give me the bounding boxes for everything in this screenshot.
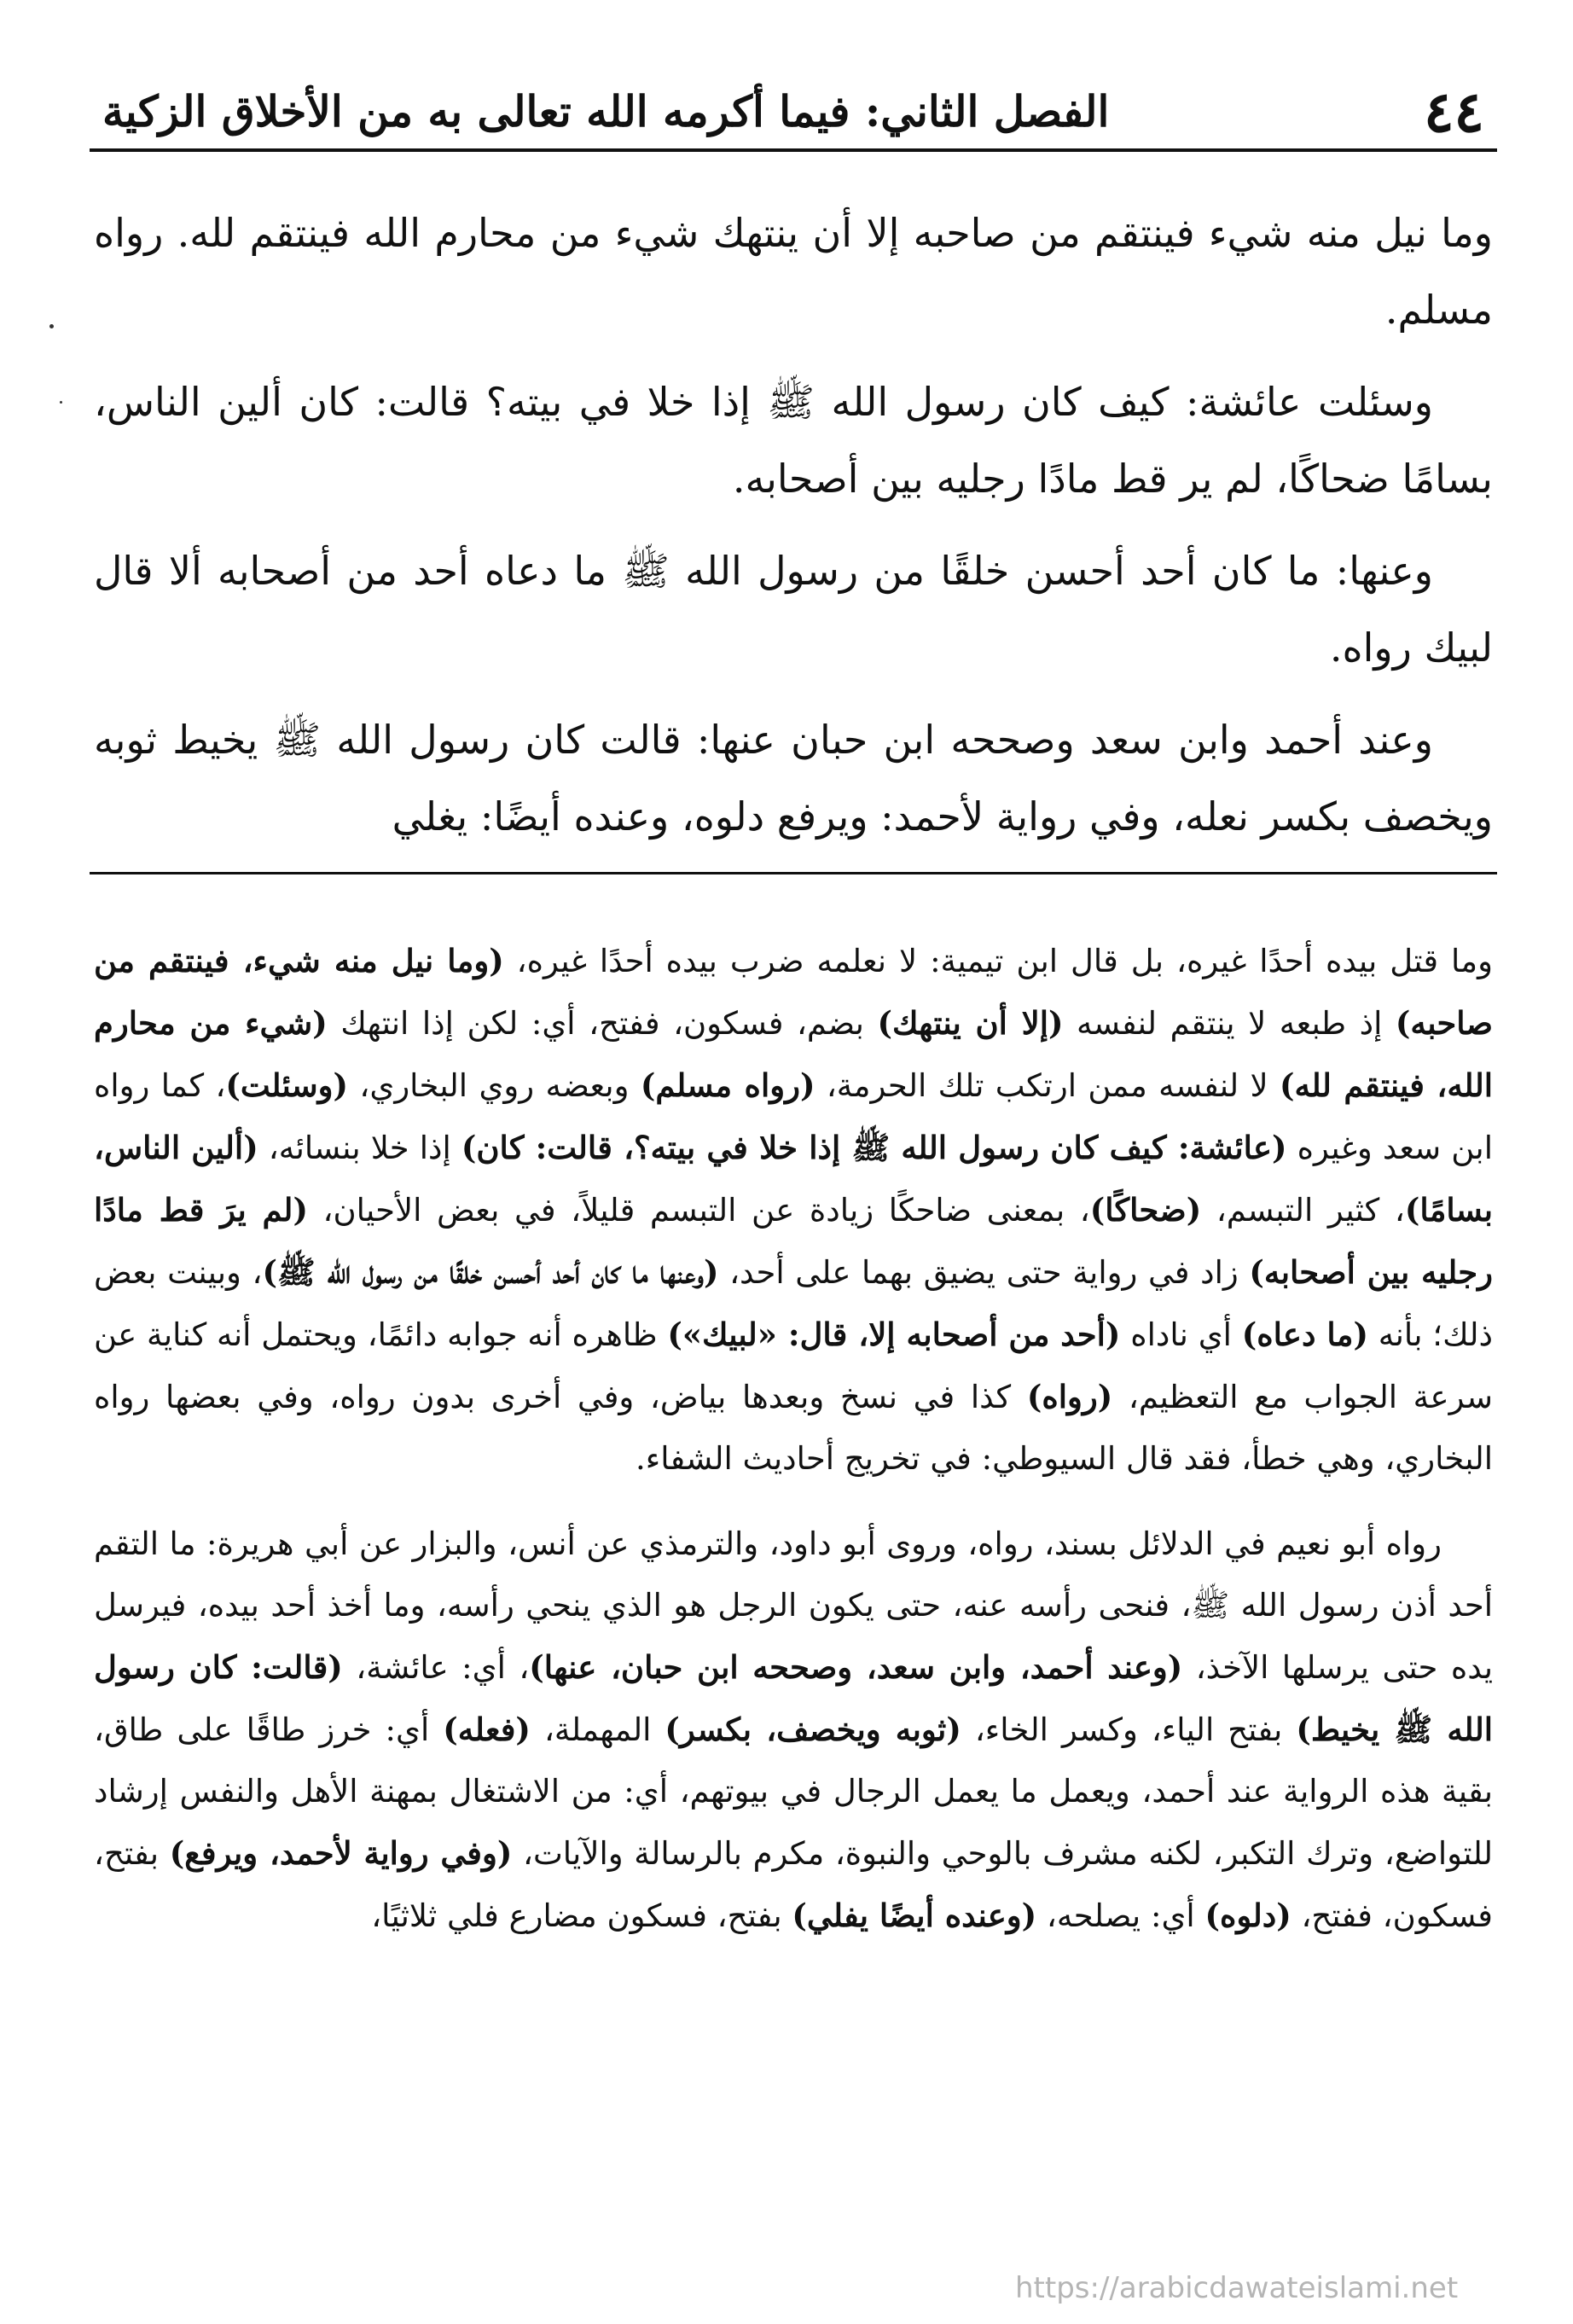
- commentary-text: [94, 930, 1493, 2227]
- commentary-segment: بفتح، فسكون مضارع فلي ثلاثيًا،: [371, 1897, 792, 1934]
- commentary-segment: ، كثير التبسم،: [1201, 1192, 1405, 1229]
- commentary-segment: بفتح، فسكون، ففتح،: [94, 1835, 1493, 1934]
- quoted-text: (فعله): [443, 1711, 531, 1748]
- commentary-segment: بفتح الياء، وكسر الخاء،: [961, 1711, 1297, 1748]
- quoted-text: (دلوه): [1204, 1897, 1291, 1934]
- quoted-text: (ضحاكًا): [1089, 1191, 1202, 1229]
- header-rule: [90, 148, 1497, 152]
- scan-speck: [49, 324, 54, 328]
- running-title: الفصل الثاني: فيما أكرمه الله تعالى به من الأخلاق الزكية: [102, 86, 1110, 137]
- page-header: [102, 78, 1484, 145]
- quoted-text: (وعند أحمد، وابن سعد، وصححه ابن حبان، عنها): [529, 1648, 1183, 1686]
- commentary-segment: أي ناداه: [1120, 1316, 1242, 1353]
- quoted-text: (أحد من أصحابه إلا، قال: «لبيك»): [667, 1316, 1121, 1353]
- commentary-segment: زاد في رواية حتى يضيق بهما على أحد،: [718, 1254, 1250, 1291]
- commentary-segment: رواه أبو نعيم في الدلائل بسند، رواه، وروى أبو داود، والترمذي عن أنس، والبزار عن أبي هريرة: ما التقم أحد أذن رسول الله ﷺ، فنحى رأسه عنه، حتى يكون الرجل هو الذي ينحي رأسه، وما أخذ أحد بيده، فيرسل يده حتى يرسلها الآخذ،: [94, 1525, 1493, 1686]
- commentary-segment: ، كما رواه ابن سعد وغيره: [94, 1067, 1493, 1166]
- quoted-text: (لم يرَ قط مادًا رجليه بين أصحابه): [94, 1191, 1493, 1291]
- commentary-segment: ظاهره أنه جوابه دائمًا، ويحتمل أنه كناية عن سرعة الجواب مع التعظيم،: [94, 1316, 1493, 1415]
- page-number: ٤٤: [1424, 78, 1484, 145]
- commentary-segment: ، أي: عائشة،: [342, 1649, 530, 1686]
- quoted-text: (ثوبه ويخصف، بكسر): [665, 1711, 961, 1748]
- quoted-text: (وفي رواية لأحمد، ويرفع): [169, 1834, 513, 1872]
- quoted-text: (عائشة: كيف كان رسول الله ﷺ إذا خلا في بيته؟، قالت: كان): [461, 1129, 1287, 1166]
- commentary-segment: ، وبينت بعض ذلك؛ بأنه: [94, 1254, 1493, 1353]
- quoted-text: (وعنها ما كان أحد أحسن خلقًا من رسول الله ﷺ): [262, 1253, 719, 1291]
- commentary-segment: كذا في نسخ وبعدها بياض، وفي أخرى بدون رواه، وفي بعضها رواه البخاري، وهي خطأ، فقد قال السيوطي: في تخريج أحاديث الشفاء.: [94, 1379, 1493, 1477]
- commentary-segment: لا لنفسه ممن ارتكب تلك الحرمة،: [815, 1067, 1280, 1104]
- main-paragraph-4: وعند أحمد وابن سعد وصححه ابن حبان عنها: قالت كان رسول الله ﷺ يخيط ثوبه ويخصف بكسر نعله، وفي رواية لأحمد: ويرفع دلوه، وعنده أيضًا: يغلي: [94, 717, 1493, 840]
- section-divider: [90, 872, 1497, 874]
- commentary-segment: بضم، فسكون، ففتح، أي: لكن إذا انتهك: [327, 1005, 878, 1042]
- commentary-segment: وما قتل بيده أحدًا غيره، بل قال ابن تيمية: لا نعلمه ضرب بيده أحدًا غيره،: [503, 943, 1493, 979]
- commentary-segment: إذا خلا بنسائه،: [258, 1130, 461, 1166]
- quoted-text: (قالت: كان رسول الله ﷺ يخيط): [94, 1648, 1493, 1748]
- quoted-text: (ألين الناس، بسامًا): [94, 1129, 1493, 1229]
- commentary-paragraph-1: [94, 930, 1493, 1490]
- commentary-segment: وبعضه روي البخاري،: [348, 1067, 641, 1104]
- commentary-segment: أي: يصلحه،: [1036, 1897, 1205, 1934]
- commentary-paragraph-2: [94, 1514, 1493, 1947]
- quoted-text: (رواه مسلم): [640, 1066, 816, 1104]
- main-paragraph-1: وما نيل منه شيء فينتقم من صاحبه إلا أن ينتهك شيء من محارم الله فينتقم لله. رواه مسلم.: [94, 210, 1493, 333]
- scan-speck: [60, 401, 62, 404]
- quoted-text: (إلا أن ينتهك): [877, 1004, 1064, 1042]
- commentary-segment: إذ طبعه لا ينتقم لنفسه: [1063, 1005, 1396, 1042]
- quoted-text: (رواه): [1026, 1378, 1113, 1415]
- main-paragraph-2: وسئلت عائشة: كيف كان رسول الله ﷺ إذا خلا في بيته؟ قالت: كان ألين الناس، بسامًا ضحاكًا، لم ير قط مادًا رجليه بين أصحابه.: [94, 379, 1493, 502]
- commentary-segment: المهملة،: [530, 1711, 665, 1748]
- quoted-text: (ما دعاه): [1241, 1316, 1368, 1353]
- commentary-segment: ، بمعنى ضاحكًا زيادة عن التبسم قليلاً، في بعض الأحيان،: [307, 1192, 1090, 1229]
- quoted-text: (شيء من محارم الله، فينتقم لله): [94, 1004, 1493, 1104]
- quoted-text: (وعنده أيضًا يفلي): [792, 1897, 1037, 1934]
- commentary-segment: أي: خرز طاقًا على طاق، بقية هذه الرواية عند أحمد، ويعمل ما يعمل الرجال في بيوتهم، أي: من الاشتغال بمهنة الأهل والنفس إرشاد للتواضع، وترك التكبر، لكنه مشرف بالوحي والنبوة، مكرم بالرسالة والآيات،: [94, 1711, 1493, 1872]
- quoted-text: (وما نيل منه شيء، فينتقم من صاحبه): [94, 942, 1493, 1042]
- main-text: [94, 195, 1493, 860]
- main-paragraph-3: وعنها: ما كان أحد أحسن خلقًا من رسول الله ﷺ ما دعاه أحد من أصحابه ألا قال لبيك رواه.: [94, 548, 1493, 671]
- quoted-text: (وسئلت): [225, 1066, 349, 1104]
- watermark-url: https://arabicdawateislami.net: [1015, 2271, 1459, 2305]
